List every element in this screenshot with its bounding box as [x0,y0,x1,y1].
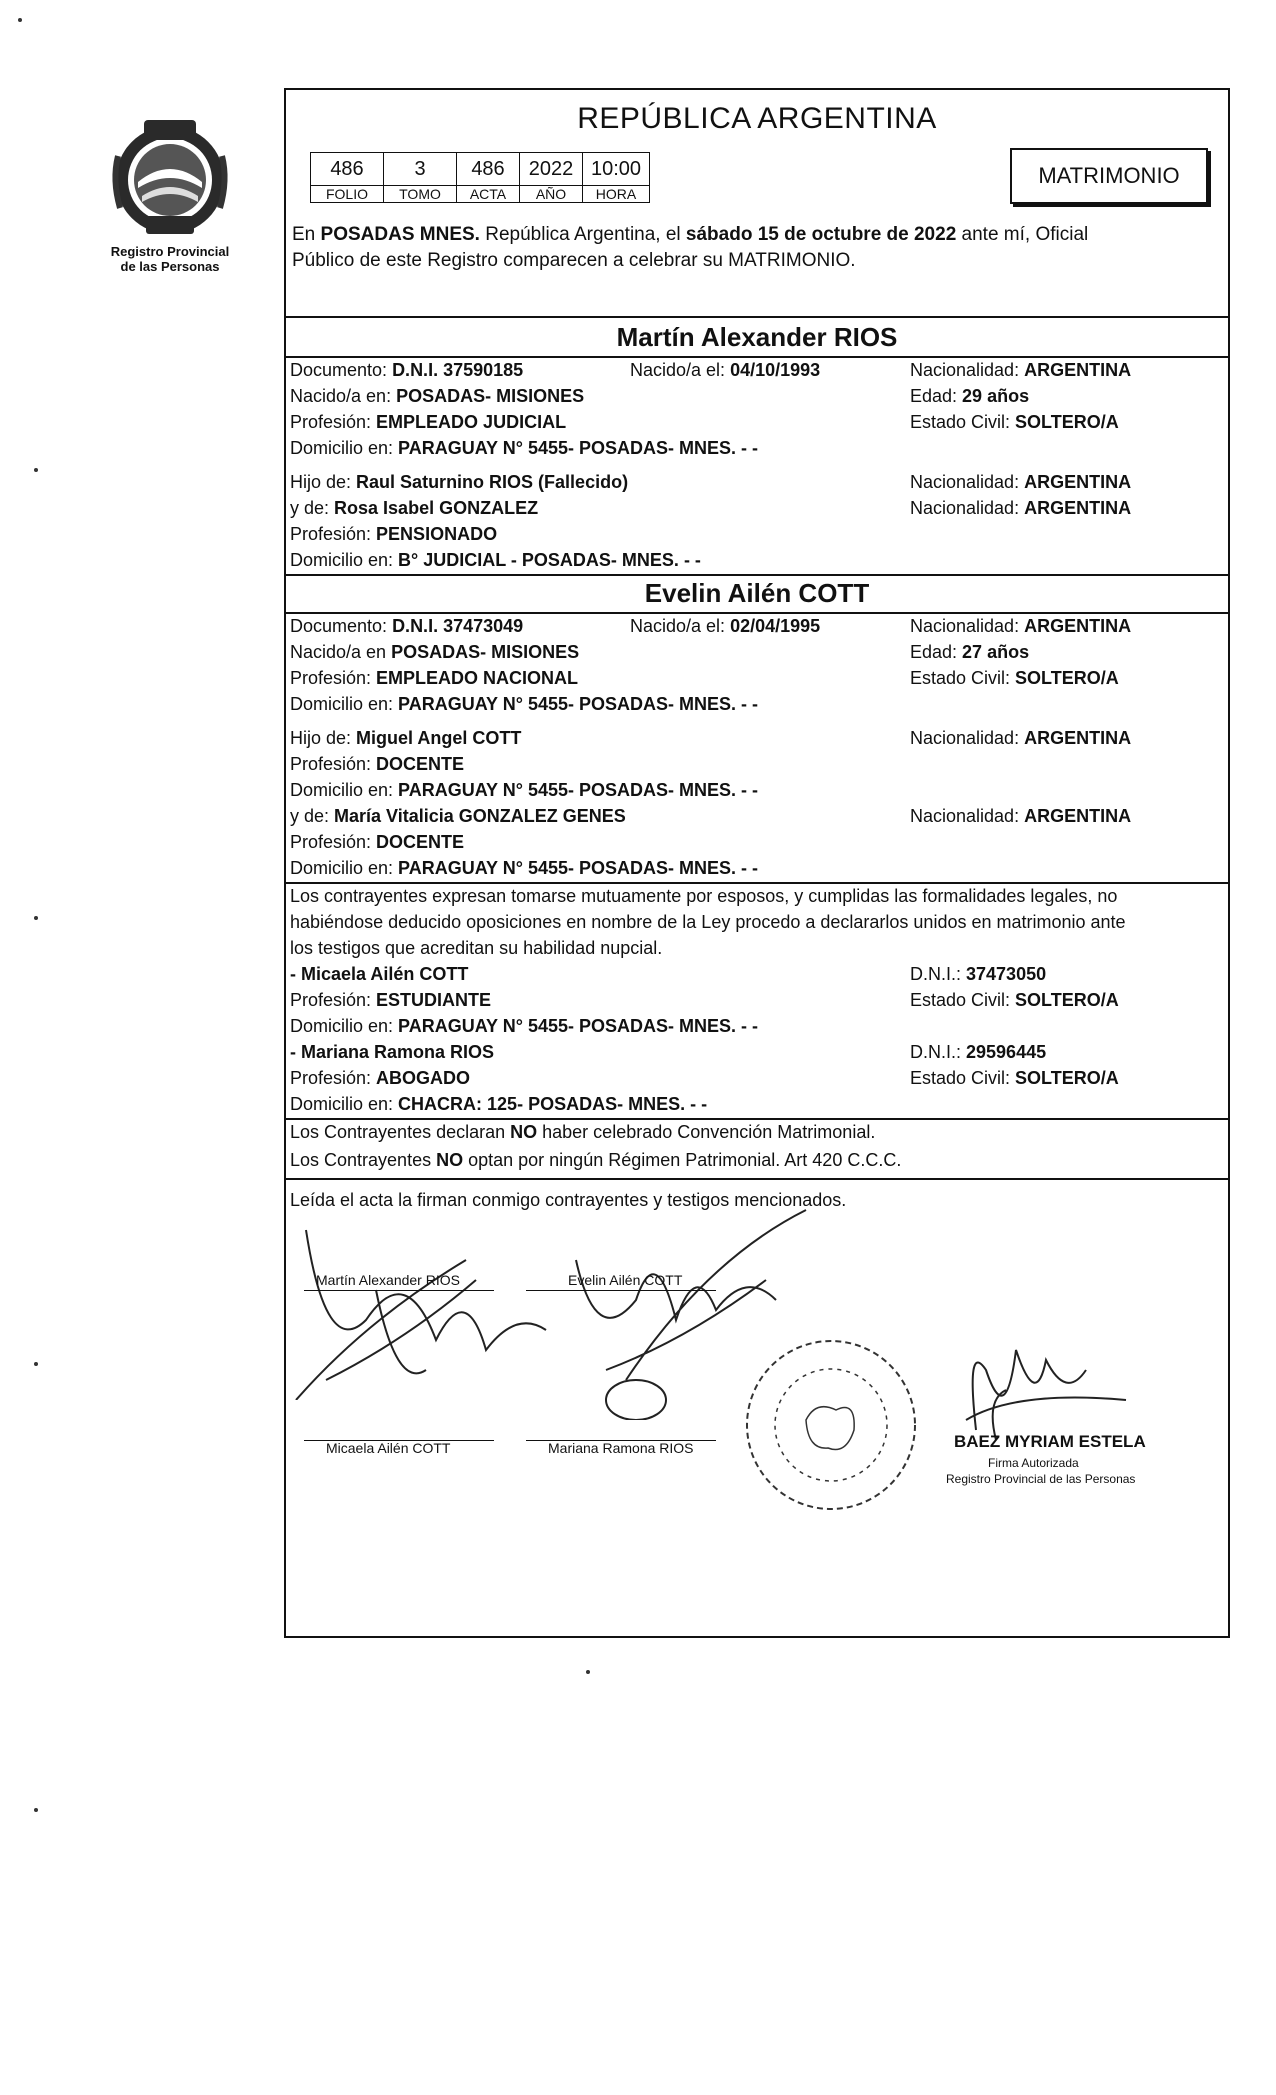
witness2-profession: Profesión: ABOGADO [290,1068,471,1088]
acta-label: ACTA [457,186,520,203]
witness1-address: Domicilio en: PARAGUAY N° 5455- POSADAS- MNES. - - [290,1016,758,1036]
bride-civil-status: Estado Civil: SOLTERO/A [910,668,1119,688]
registry-data-table [310,152,650,203]
provincial-seal-icon [108,116,232,240]
ano-label: AÑO [520,186,583,203]
hora-value: 10:00 [583,153,650,186]
acta-value: 486 [457,153,520,186]
bride-birthplace: Nacido/a en POSADAS- MISIONES [290,642,580,662]
bride-mother-nationality: Nacionalidad: ARGENTINA [910,806,1132,826]
document-title: REPÚBLICA ARGENTINA [577,102,937,135]
authority-title: Firma Autorizada [988,1456,1079,1470]
witness2-name: - Mariana Ramona RIOS [290,1042,495,1062]
bride-father: Hijo de: Miguel Angel COTT [290,728,522,748]
signature-label-witness2: Mariana Ramona RIOS [548,1440,694,1456]
divider [286,316,1228,318]
witness1-civil-status: Estado Civil: SOLTERO/A [910,990,1119,1010]
signature-label-witness1: Micaela Ailén COTT [326,1440,451,1456]
logo-caption-line1: Registro Provincial [110,244,230,259]
groom-mother-nationality: Nacionalidad: ARGENTINA [910,498,1132,518]
groom-age: Edad: 29 años [910,386,1030,406]
signature-line [526,1290,716,1291]
tomo-value: 3 [384,153,457,186]
witness1-name: - Micaela Ailén COTT [290,964,469,984]
groom-document: Documento: D.N.I. 37590185 [290,360,524,380]
bride-document: Documento: D.N.I. 37473049 [290,616,524,636]
scan-speck [18,18,22,22]
bride-mother-address: Domicilio en: PARAGUAY N° 5455- POSADAS- MNES. - - [290,858,758,878]
ano-value: 2022 [520,153,583,186]
groom-birthplace: Nacido/a en: POSADAS- MISIONES [290,386,585,406]
groom-name: Martín Alexander RIOS [616,322,898,352]
groom-parents-profession: Profesión: PENSIONADO [290,524,498,544]
folio-value: 486 [311,153,384,186]
marriage-certificate [284,88,1230,1638]
bride-mother: y de: María Vitalicia GONZALEZ GENES [290,806,626,826]
intro-date: sábado 15 de octubre de 2022 [685,224,957,245]
groom-nationality: Nacionalidad: ARGENTINA [910,360,1132,380]
groom-father-nationality: Nacionalidad: ARGENTINA [910,472,1132,492]
tomo-label: TOMO [384,186,457,203]
authority-office: Registro Provincial de las Personas [946,1472,1136,1486]
scan-speck [34,468,38,472]
scan-speck [34,916,38,920]
act-type-box: MATRIMONIO [1010,148,1208,204]
declaration-line-1: Los contrayentes expresan tomarse mutuamente por esposos, y cumplidas las formalidades legales, no [290,886,1118,906]
intro-place: POSADAS MNES. [320,224,480,245]
intro-paragraph [292,222,1088,274]
groom-parents-address: Domicilio en: B° JUDICIAL - POSADAS- MNES. - - [290,550,701,570]
authority-name: BAEZ MYRIAM ESTELA [954,1432,1146,1451]
scan-speck [586,1670,590,1674]
groom-civil-status: Estado Civil: SOLTERO/A [910,412,1119,432]
signature-line [304,1290,494,1291]
bride-name: Evelin Ailén COTT [644,578,870,608]
intro-text-4: Público de este Registro comparecen a celebrar su MATRIMONIO. [292,250,856,271]
signature-label-bride: Evelin Ailén COTT [568,1272,683,1288]
witness2-dni: D.N.I.: 29596445 [910,1042,1047,1062]
registry-stamp-icon [736,1330,926,1520]
groom-father: Hijo de: Raul Saturnino RIOS (Fallecido) [290,472,629,492]
witness1-profession: Profesión: ESTUDIANTE [290,990,492,1010]
bride-profession: Profesión: EMPLEADO NACIONAL [290,668,579,688]
bride-mother-profession: Profesión: DOCENTE [290,832,465,852]
bride-father-profession: Profesión: DOCENTE [290,754,465,774]
bride-address: Domicilio en: PARAGUAY N° 5455- POSADAS- MNES. - - [290,694,758,714]
regime-line-2: Los Contrayentes NO optan por ningún Régimen Patrimonial. Art 420 C.C.C. [290,1150,902,1170]
divider [286,574,1228,576]
declaration-line-2: habiéndose deducido oposiciones en nombre de la Ley procedo a declararlos unidos en matrimonio ante [290,912,1126,932]
groom-birthdate: Nacido/a el: 04/10/1993 [630,360,821,380]
regime-line-1: Los Contrayentes declaran NO haber celebrado Convención Matrimonial. [290,1122,876,1142]
bride-father-address: Domicilio en: PARAGUAY N° 5455- POSADAS- MNES. - - [290,780,758,800]
witness2-address: Domicilio en: CHACRA: 125- POSADAS- MNES. - - [290,1094,708,1114]
logo-caption-line2: de las Personas [120,259,220,274]
registry-logo [104,116,236,274]
groom-address: Domicilio en: PARAGUAY N° 5455- POSADAS- MNES. - - [290,438,758,458]
bride-birthdate: Nacido/a el: 02/04/1995 [630,616,821,636]
hora-label: HORA [583,186,650,203]
signature-label-groom: Martín Alexander RIOS [316,1272,460,1288]
signature-authority-icon [946,1310,1146,1450]
witness1-dni: D.N.I.: 37473050 [910,964,1047,984]
signatures-intro: Leída el acta la firman conmigo contrayentes y testigos mencionados. [290,1190,847,1210]
declaration-line-3: los testigos que acreditan su habilidad nupcial. [290,938,663,958]
groom-mother: y de: Rosa Isabel GONZALEZ [290,498,539,518]
bride-nationality: Nacionalidad: ARGENTINA [910,616,1132,636]
scan-speck [34,1362,38,1366]
folio-label: FOLIO [311,186,384,203]
scan-speck [34,1808,38,1812]
intro-text-3: ante mí, Oficial [956,224,1089,245]
divider [286,1178,1228,1180]
bride-age: Edad: 27 años [910,642,1030,662]
groom-profession: Profesión: EMPLEADO JUDICIAL [290,412,567,432]
bride-father-nationality: Nacionalidad: ARGENTINA [910,728,1132,748]
signature-groom-icon [286,1200,586,1400]
intro-text-1: En [292,224,321,245]
witness2-civil-status: Estado Civil: SOLTERO/A [910,1068,1119,1088]
intro-text-2: República Argentina, el [479,224,686,245]
